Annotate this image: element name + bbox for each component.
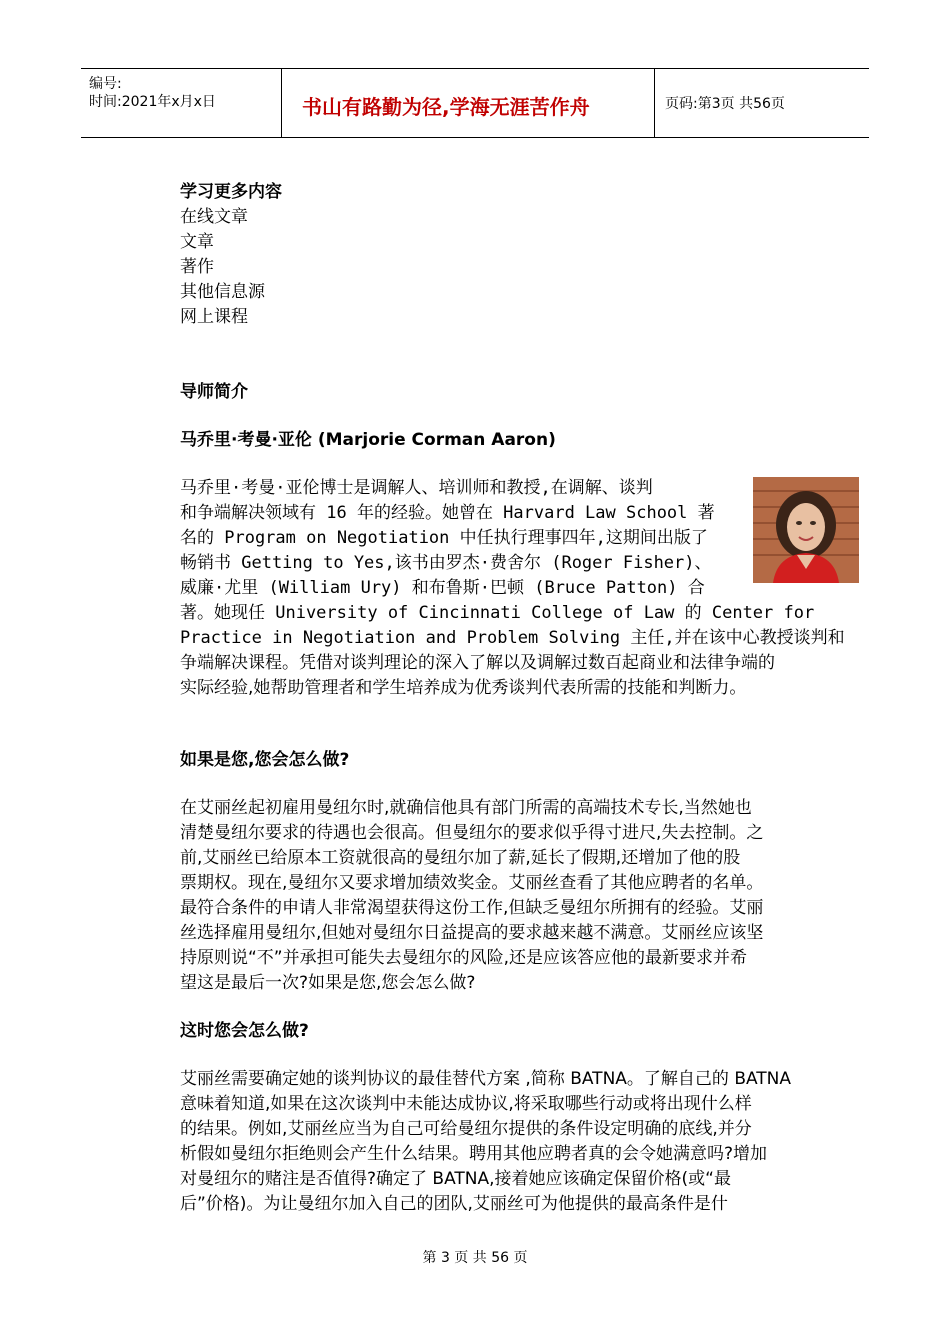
header-info-cell bbox=[81, 69, 282, 137]
bio-line: 著。她现任 University of Cincinnati College of Law 的 Center for bbox=[180, 603, 815, 623]
mentor-heading: 导师简介 bbox=[180, 382, 248, 402]
scenario-line: 持原则说“不”并承担可能失去曼纽尔的风险,还是应该答应他的最新要求并希 bbox=[180, 948, 748, 968]
portrait-illustration bbox=[753, 477, 859, 583]
header-page-cell bbox=[655, 69, 869, 137]
scenario-line: 最符合条件的申请人非常渴望获得这份工作,但缺乏曼纽尔所拥有的经验。艾丽 bbox=[180, 898, 764, 918]
page-number-label: 页码:第3页 共56页 bbox=[665, 96, 785, 112]
scenario-heading: 如果是您,您会怎么做? bbox=[180, 750, 350, 770]
answer-text bbox=[180, 1067, 860, 1217]
learn-more-item[interactable]: 其他信息源 bbox=[180, 282, 265, 302]
answer-line: 的结果。例如,艾丽丝应当为自己可给曼纽尔提供的条件设定明确的底线,并分 bbox=[180, 1119, 752, 1139]
answer-line: 后”价格)。为让曼纽尔加入自己的团队,艾丽丝可为他提供的最高条件是什 bbox=[180, 1194, 728, 1214]
answer-heading: 这时您会怎么做? bbox=[180, 1021, 309, 1041]
mentor-photo bbox=[753, 477, 859, 583]
learn-more-item[interactable]: 在线文章 bbox=[180, 207, 248, 227]
answer-line: 析假如曼纽尔拒绝则会产生什么结果。聘用其他应聘者真的会令她满意吗?增加 bbox=[180, 1144, 768, 1164]
header-motto-cell bbox=[282, 69, 655, 137]
bio-line: 争端解决课程。凭借对谈判理论的深入了解以及调解过数百起商业和法律争端的 bbox=[180, 653, 775, 673]
bio-line: 威廉·尤里 (William Ury) 和布鲁斯·巴顿 (Bruce Patton) 合 bbox=[180, 578, 705, 598]
scenario-line: 清楚曼纽尔要求的待遇也会很高。但曼纽尔的要求似乎得寸进尺,失去控制。之 bbox=[180, 823, 764, 843]
bio-line: 畅销书 Getting to Yes,该书由罗杰·费舍尔 (Roger Fisher)、 bbox=[180, 553, 712, 573]
scenario-line: 前,艾丽丝已给原本工资就很高的曼纽尔加了薪,延长了假期,还增加了他的股 bbox=[180, 848, 741, 868]
document-body bbox=[180, 180, 860, 1217]
answer-line: 艾丽丝需要确定她的谈判协议的最佳替代方案 ,简称 BATNA。了解自己的 BATNA bbox=[180, 1069, 792, 1089]
learn-more-item[interactable]: 网上课程 bbox=[180, 307, 248, 327]
bio-line: Practice in Negotiation and Problem Solving 主任,并在该中心教授谈判和 bbox=[180, 628, 845, 648]
document-number-label: 编号: bbox=[89, 76, 122, 92]
page-footer: 第 3 页 共 56 页 bbox=[422, 1250, 528, 1266]
mentor-name: 马乔里·考曼·亚伦 (Marjorie Corman Aaron) bbox=[180, 430, 556, 450]
scenario-line: 望这是最后一次?如果是您,您会怎么做? bbox=[180, 973, 476, 993]
answer-line: 对曼纽尔的赌注是否值得?确定了 BATNA,接着她应该确定保留价格(或“最 bbox=[180, 1169, 731, 1189]
bio-line: 和争端解决领域有 16 年的经验。她曾在 Harvard Law School 著 bbox=[180, 503, 715, 523]
date-label: 时间:2021年x月x日 bbox=[89, 94, 216, 110]
bio-line: 名的 Program on Negotiation 中任执行理事四年,这期间出版了 bbox=[180, 528, 708, 548]
bio-line: 马乔里·考曼·亚伦博士是调解人、培训师和教授,在调解、谈判 bbox=[180, 478, 653, 498]
bio-line: 实际经验,她帮助管理者和学生培养成为优秀谈判代表所需的技能和判断力。 bbox=[180, 678, 747, 698]
scenario-line: 丝选择雇用曼纽尔,但她对曼纽尔日益提高的要求越来越不满意。艾丽丝应该坚 bbox=[180, 923, 764, 943]
scenario-text bbox=[180, 796, 860, 996]
scenario-line: 票期权。现在,曼纽尔又要求增加绩效奖金。艾丽丝查看了其他应聘者的名单。 bbox=[180, 873, 764, 893]
motto-text: 书山有路勤为径,学海无涯苦作舟 bbox=[302, 95, 590, 119]
scenario-line: 在艾丽丝起初雇用曼纽尔时,就确信他具有部门所需的高端技术专长,当然她也 bbox=[180, 798, 752, 818]
learn-more-item[interactable]: 著作 bbox=[180, 257, 214, 277]
page-header bbox=[81, 68, 869, 138]
answer-line: 意味着知道,如果在这次谈判中未能达成协议,将采取哪些行动或将出现什么样 bbox=[180, 1094, 752, 1114]
learn-more-heading: 学习更多内容 bbox=[180, 182, 282, 202]
learn-more-item[interactable]: 文章 bbox=[180, 232, 214, 252]
